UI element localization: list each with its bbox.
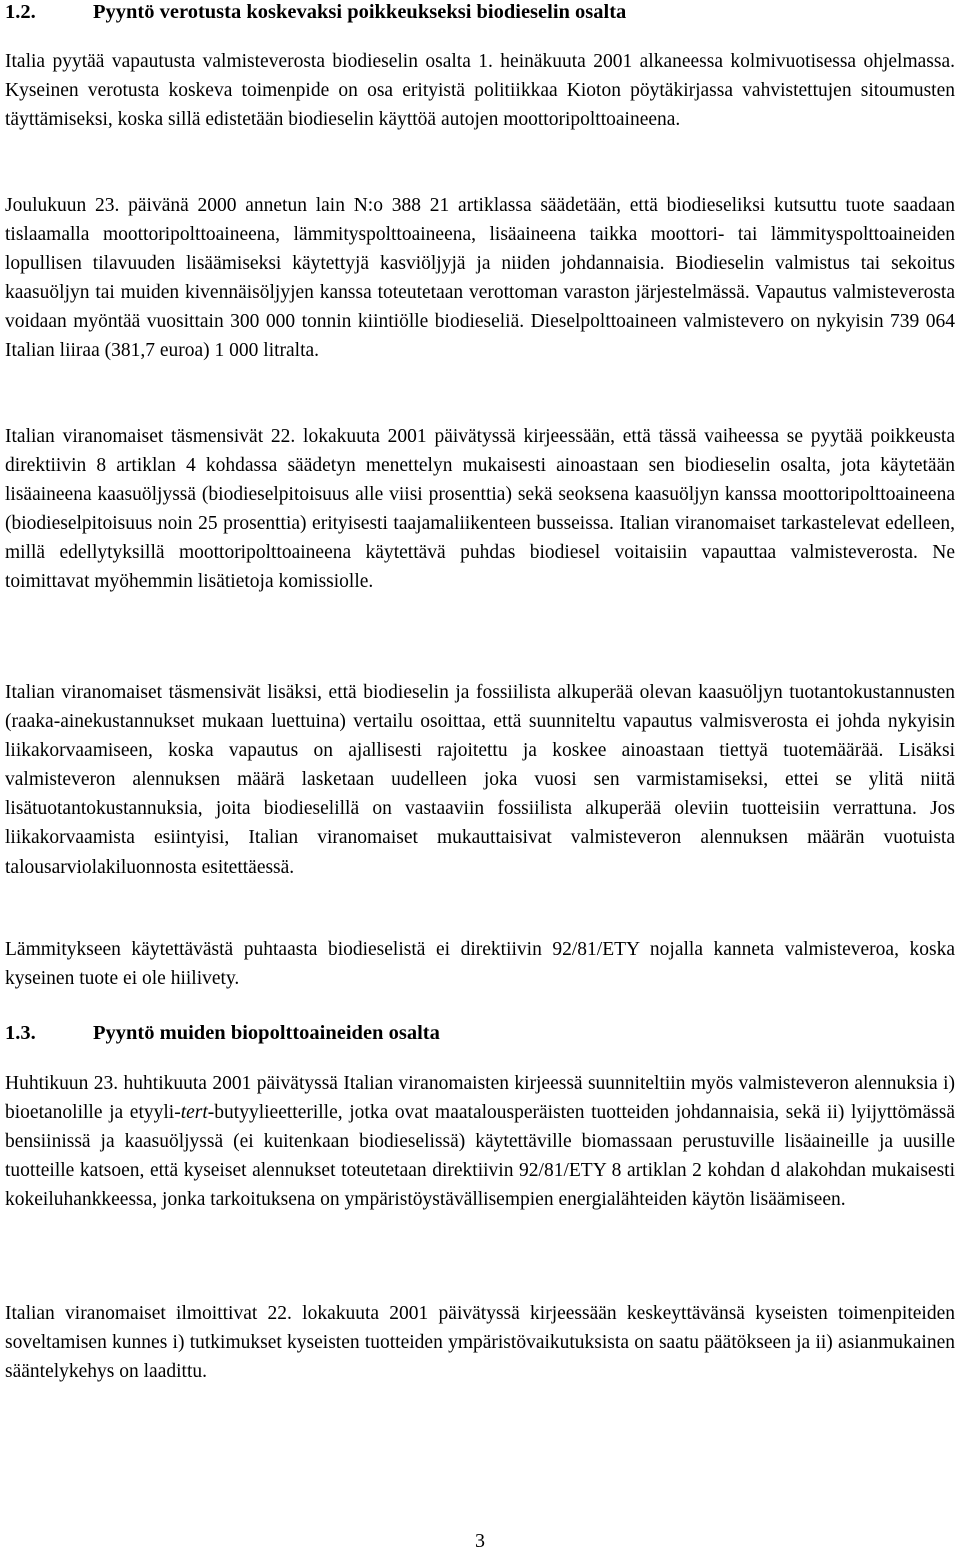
paragraph-other-biofuels — [5, 1069, 955, 1214]
paragraph-law-388: Joulukuun 23. päivänä 2000 annetun lain N:o 388 21 artiklassa säädetään, että biodieseliksi kutsuttu tuote saadaan tislaamalla moottoripolttoaineena, lämmityspolttoaineena, lisäaineena taikka moottori- tai lämmityspolttoaineiden lopullisen tilavuuden lisäämiseksi käytettyjä kasviöljyjä ja niiden johdannaisia. Biodieselin valmistus tai sekoitus kaasuöljyn tai muiden kivennäisöljyjen kanssa toteutetaan verottoman varaston järjestelmässä. Vapautus valmisteverosta voidaan myöntää vuosittain 300 000 tonnin kiintiölle biodieseliä. Dieselpolttoaineen valmistevero on nykyisin 739 064 Italian liiraa (381,7 euroa) 1 000 litralta. — [5, 195, 955, 362]
paragraph-exemption-request: Italia pyytää vapautusta valmisteverosta biodieselin osalta 1. heinäkuuta 2001 alkaneessa kolmivuotisessa ohjelmassa. Kyseinen verotusta koskeva toimenpide on osa erityistä politiikkaa Kioton pöytäkirjassa vahvistettujen sitoumusten täyttämiseksi, koska sillä edistetään biodieselin käyttöä autojen moottoripolttoaineena. — [5, 51, 955, 131]
text-segment: -butyylieetterille, jotka ovat maatalousperäisten tuotteiden johdannaisia, sekä ii) lyijyttömässä bensiinissä ja kaasuöljyssä (ei kuitenkaan biodieselissä) käytettäville biomassaan perustuville lisäaineille ja uusille tuotteille katsoen, että kyseiset alennukset toteutetaan direktiivin 92/81/ETY 8 artiklan 2 kohdan d alakohdan mukaisesti kokeiluhankkeessa, jonka tarkoituksena on ympäristöystävällisempien energialähteiden käytön lisäämiseen. — [5, 1102, 955, 1211]
text-segment: Huhtikuun 23. huhtikuuta 2001 päivätyssä Italian viranomaisten kirjeessä suunniteltiin myös valmisteveron alennuksia i) bioetanolille ja etyyli- — [5, 1073, 955, 1124]
section-title: Pyyntö muiden biopolttoaineiden osalta — [93, 1022, 440, 1044]
paragraph-italian-clarification: Italian viranomaiset täsmensivät 22. lokakuuta 2001 päivätyssä kirjeessään, että tässä vaiheessa se pyytää poikkeusta direktiivin 8 artiklan 4 kohdassa säädetyn menettelyn mukaisesti ainoastaan sen biodieselin osalta, jota käytetään lisäaineena kaasuöljyssä (biodieselpitoisuus alle viisi prosenttia) sekä seoksena kaasuöljyn kanssa moottoripolttoaineena (biodieselpitoisuus noin 25 prosenttia) erityisesti taajamaliikenteen busseissa. Italian viranomaiset tarkastelevat edelleen, millä edellytyksillä moottoripolttoaineena käytettävä puhdas biodiesel voitaisiin vapauttaa valmisteverosta. Ne toimittavat myöhemmin lisätietoja komissiolle. — [5, 426, 955, 593]
italic-term: tert — [180, 1102, 208, 1124]
section-title: Pyyntö verotusta koskevaksi poikkeukseksi biodieselin osalta — [93, 1, 627, 23]
page-number: 3 — [475, 1530, 485, 1552]
section-number: 1.3. — [5, 1022, 36, 1044]
paragraph-heating-biodiesel: Lämmitykseen käytettävästä puhtaasta biodieselistä ei direktiivin 92/81/ETY nojalla kanneta valmisteveroa, koska kyseinen tuote ei ole hiilivety. — [5, 939, 955, 990]
section-number: 1.2. — [5, 1, 36, 23]
paragraph-suspension: Italian viranomaiset ilmoittivat 22. lokakuuta 2001 päivätyssä kirjeessään keskeyttävänsä kyseisten toimenpiteiden soveltamisen kunnes i) tutkimukset kyseisten tuotteiden ympäristövaikutuksista on saatu päätökseen ja ii) asianmukainen sääntelykehys on laadittu. — [5, 1303, 955, 1383]
section-heading-1-2 — [5, 2, 626, 23]
paragraph-production-costs: Italian viranomaiset täsmensivät lisäksi, että biodieselin ja fossiilista alkuperää olevan kaasuöljyn tuotantokustannusten (raaka-ainekustannukset mukaan luettuina) vertailu osoittaa, että suunniteltu vapautus valmisverosta ei johda nykyisin liikakorvaamiseen, koska vapautus on ajallisesti rajoitettu ja koskee ainoastaan tiettyä tuotemäärää. Lisäksi valmisteveron alennuksen määrä lasketaan uudelleen joka vuosi sen varmistamiseksi, ettei se ylitä niitä lisätuotantokustannuksia, joita biodieselillä on vastaaviin fossiilista alkuperää oleviin tuotteisiin verrattuna. Jos liikakorvaamista esiintyisi, Italian viranomaiset mukauttaisivat valmisteveron alennuksen määrän vuotuista talousarviolakiluonnosta esitettäessä. — [5, 682, 955, 878]
section-heading-1-3 — [5, 1023, 440, 1044]
